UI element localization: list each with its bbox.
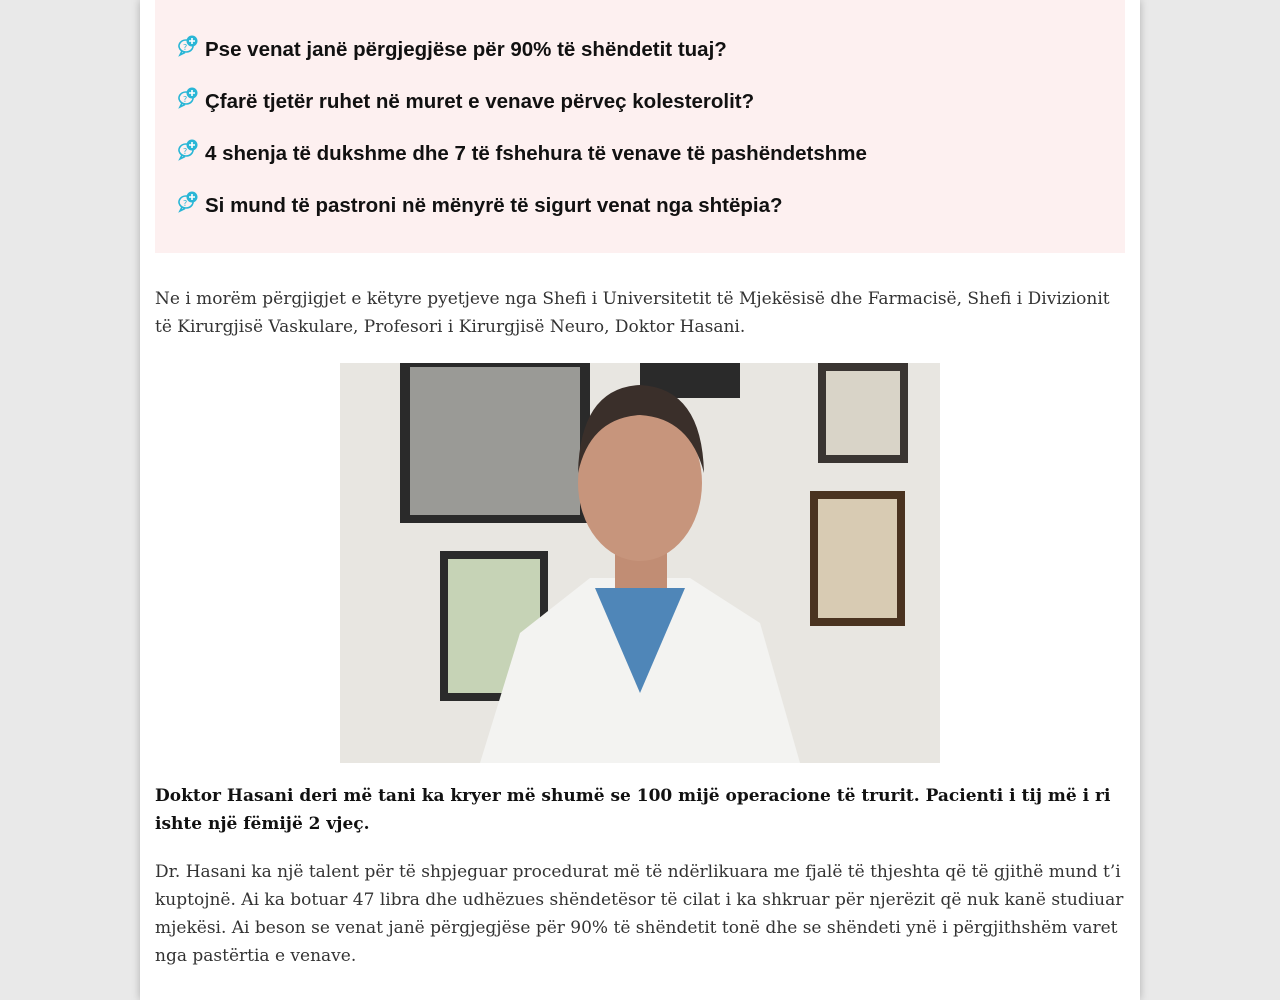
faq-item[interactable] (177, 87, 754, 117)
faq-box (155, 0, 1125, 253)
question-bubble-icon (177, 191, 199, 213)
svg-text:?: ? (183, 147, 188, 156)
faq-question: Si mund të pastroni në mënyrë të sigurt venat nga shtëpia? (205, 194, 783, 217)
article-paragraph: Dr. Hasani ka një talent për të shpjeguar procedurat më të ndërlikuara me fjalë të thjeshta që të gjithë mund t’i kuptojnë. Ai ka botuar 47 libra dhe udhëzues shëndetësor të cilat i ka shkruar për njerëzit që nuk kanë studiuar mjekësi. Ai beson se venat janë përgjegjëse për 90% të shëndetit tonë dhe se shëndeti ynë i përgjithshëm varet nga pastërtia e venave. (155, 862, 1124, 966)
intro-paragraph: Ne i morëm përgjigjet e këtyre pyetjeve nga Shefi i Universitetit të Mjekësisë dhe Farmacisë, Shefi i Divizionit të Kirurgjisë Vaskulare, Profesori i Kirurgjisë Neuro, Doktor Hasani. (155, 289, 1110, 337)
question-bubble-icon (177, 139, 199, 161)
question-bubble-icon (177, 35, 199, 57)
faq-item[interactable] (177, 35, 727, 65)
faq-question: Pse venat janë përgjegjëse për 90% të shëndetit tuaj? (205, 38, 727, 61)
doctor-photo (340, 363, 940, 763)
svg-text:?: ? (183, 43, 188, 52)
svg-text:?: ? (183, 95, 188, 104)
svg-text:?: ? (183, 199, 188, 208)
faq-question: Çfarë tjetër ruhet në muret e venave përveç kolesterolit? (205, 90, 755, 113)
next-heading-cutoff (155, 990, 1125, 1000)
doctor-caption: Doktor Hasani deri më tani ka kryer më shumë se 100 mijë operacione të trurit. Pacienti i tij më i ri ishte një fëmijë 2 vjeç. (155, 786, 1111, 834)
faq-item[interactable] (177, 191, 783, 221)
article-page (140, 0, 1140, 1000)
faq-question: 4 shenja të dukshme dhe 7 të fshehura të venave të pashëndetshme (205, 142, 867, 165)
faq-item[interactable] (177, 139, 867, 169)
question-bubble-icon (177, 87, 199, 109)
